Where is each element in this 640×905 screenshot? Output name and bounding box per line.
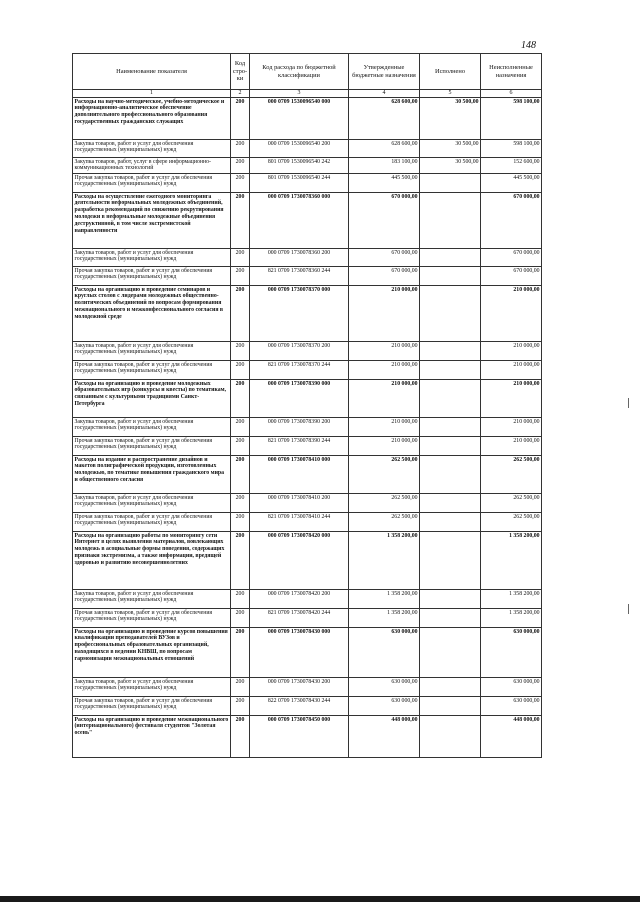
table-row xyxy=(73,174,542,193)
row-approved: 210 000,00 xyxy=(349,437,420,456)
row-executed xyxy=(420,361,481,380)
row-line-code: 200 xyxy=(231,286,250,342)
row-remaining: 152 600,00 xyxy=(481,158,542,174)
table-row xyxy=(73,697,542,716)
row-executed xyxy=(420,418,481,437)
row-approved: 670 000,00 xyxy=(349,193,420,249)
row-name: Прочая закупка товаров, работ и услуг для обеспечения государственных (муниципальных) нужд xyxy=(73,437,231,456)
margin-mark xyxy=(628,398,629,408)
row-budget-code: 000 0709 1730078430 200 xyxy=(250,678,349,697)
row-remaining: 670 000,00 xyxy=(481,267,542,286)
row-approved: 670 000,00 xyxy=(349,249,420,267)
row-name: Прочая закупка товаров, работ и услуг для обеспечения государственных (муниципальных) нужд xyxy=(73,513,231,532)
row-line-code: 200 xyxy=(231,174,250,193)
row-name: Закупка товаров, работ, услуг в сфере информационно-коммуникационных технологий xyxy=(73,158,231,174)
table-header-row xyxy=(73,54,542,90)
row-name: Прочая закупка товаров, работ и услуг для обеспечения государственных (муниципальных) нужд xyxy=(73,697,231,716)
row-remaining: 210 000,00 xyxy=(481,437,542,456)
row-line-code: 200 xyxy=(231,158,250,174)
row-remaining: 670 000,00 xyxy=(481,193,542,249)
row-budget-code: 000 0709 1730078390 200 xyxy=(250,418,349,437)
row-budget-code: 000 0709 1730078420 000 xyxy=(250,532,349,590)
row-approved: 262 500,00 xyxy=(349,513,420,532)
row-line-code: 200 xyxy=(231,609,250,628)
row-name: Расходы на организацию и проведение молодежных образовательных игр (конкурсы и квесты) по тематикам, связанным с культурными традициями Санкт-Петербурга xyxy=(73,380,231,418)
row-remaining: 598 100,00 xyxy=(481,98,542,140)
row-budget-code: 000 0709 1730078430 000 xyxy=(250,628,349,678)
budget-execution-table xyxy=(72,53,542,758)
table-body xyxy=(73,98,542,758)
column-number: 2 xyxy=(231,90,250,98)
row-name: Прочая закупка товаров, работ и услуг для обеспечения государственных (муниципальных) нужд xyxy=(73,609,231,628)
row-budget-code: 000 0709 1730078390 000 xyxy=(250,380,349,418)
row-name: Закупка товаров, работ и услуг для обеспечения государственных (муниципальных) нужд xyxy=(73,140,231,158)
header-budget-code: Код расхода по бюджетной классификации xyxy=(250,54,349,90)
row-budget-code: 821 0709 1730078370 244 xyxy=(250,361,349,380)
table-row xyxy=(73,590,542,609)
header-approved: Утвержденные бюджетные назначения xyxy=(349,54,420,90)
row-line-code: 200 xyxy=(231,494,250,513)
row-remaining: 1 358 200,00 xyxy=(481,590,542,609)
row-approved: 1 358 200,00 xyxy=(349,532,420,590)
row-executed xyxy=(420,609,481,628)
row-budget-code: 000 0709 1730078370 000 xyxy=(250,286,349,342)
row-name: Расходы на организацию и проведение курсов повышения квалификации преподавателей ВУЗов и профессиональных образовательных организаций, находящихся в ведении КНВШ, по вопросам гармонизации межнациональных отношений xyxy=(73,628,231,678)
row-approved: 210 000,00 xyxy=(349,418,420,437)
row-budget-code: 801 0709 1530096540 244 xyxy=(250,174,349,193)
row-line-code: 200 xyxy=(231,342,250,361)
column-number: 6 xyxy=(481,90,542,98)
row-approved: 630 000,00 xyxy=(349,697,420,716)
row-executed xyxy=(420,267,481,286)
row-line-code: 200 xyxy=(231,361,250,380)
row-approved: 1 358 200,00 xyxy=(349,609,420,628)
row-budget-code: 000 0709 1730078410 200 xyxy=(250,494,349,513)
row-budget-code: 801 0709 1530096540 242 xyxy=(250,158,349,174)
row-executed xyxy=(420,513,481,532)
row-executed xyxy=(420,590,481,609)
table-row xyxy=(73,418,542,437)
row-name: Закупка товаров, работ и услуг для обеспечения государственных (муниципальных) нужд xyxy=(73,342,231,361)
row-budget-code: 000 0709 1530096540 200 xyxy=(250,140,349,158)
page-number: 148 xyxy=(521,40,536,51)
row-executed xyxy=(420,532,481,590)
row-approved: 183 100,00 xyxy=(349,158,420,174)
column-number: 4 xyxy=(349,90,420,98)
column-number: 5 xyxy=(420,90,481,98)
row-executed: 30 500,00 xyxy=(420,98,481,140)
row-executed xyxy=(420,193,481,249)
table-row xyxy=(73,267,542,286)
table-row xyxy=(73,342,542,361)
row-executed xyxy=(420,716,481,758)
row-budget-code: 821 0709 1730078390 244 xyxy=(250,437,349,456)
row-approved: 448 000,00 xyxy=(349,716,420,758)
row-executed xyxy=(420,456,481,494)
row-approved: 630 000,00 xyxy=(349,628,420,678)
row-remaining: 210 000,00 xyxy=(481,286,542,342)
row-executed xyxy=(420,494,481,513)
row-remaining: 630 000,00 xyxy=(481,697,542,716)
table-row xyxy=(73,249,542,267)
row-line-code: 200 xyxy=(231,98,250,140)
row-remaining: 262 500,00 xyxy=(481,513,542,532)
row-line-code: 200 xyxy=(231,193,250,249)
row-approved: 1 358 200,00 xyxy=(349,590,420,609)
row-executed xyxy=(420,174,481,193)
table-row xyxy=(73,158,542,174)
row-name: Расходы на организацию работы по мониторингу сети Интернет в целях выявления материалов, вовлекающих молодежь в асоциальные формы поведения, содержащих признаки экстремизма, а также информации, вредящей здоровью и развитию несовершеннолетних xyxy=(73,532,231,590)
row-approved: 445 500,00 xyxy=(349,174,420,193)
row-budget-code: 000 0709 1730078420 200 xyxy=(250,590,349,609)
row-name: Закупка товаров, работ и услуг для обеспечения государственных (муниципальных) нужд xyxy=(73,678,231,697)
row-approved: 628 600,00 xyxy=(349,98,420,140)
row-line-code: 200 xyxy=(231,697,250,716)
row-remaining: 630 000,00 xyxy=(481,628,542,678)
row-name: Расходы на организацию и проведение межнационального (интернационального) фестиваля студентов "Золотая осень" xyxy=(73,716,231,758)
row-remaining: 210 000,00 xyxy=(481,380,542,418)
row-remaining: 262 500,00 xyxy=(481,456,542,494)
row-remaining: 210 000,00 xyxy=(481,342,542,361)
row-name: Расходы на научно-методическое, учебно-методическое и информационно-аналитическое обеспечение дополнительного профессионального образования государственных гражданских служащих xyxy=(73,98,231,140)
row-budget-code: 000 0709 1730078410 000 xyxy=(250,456,349,494)
row-remaining: 448 000,00 xyxy=(481,716,542,758)
row-remaining: 670 000,00 xyxy=(481,249,542,267)
row-budget-code: 821 0709 1730078420 244 xyxy=(250,609,349,628)
margin-mark xyxy=(628,604,629,614)
row-approved: 210 000,00 xyxy=(349,380,420,418)
row-remaining: 445 500,00 xyxy=(481,174,542,193)
table-row xyxy=(73,286,542,342)
row-line-code: 200 xyxy=(231,456,250,494)
row-line-code: 200 xyxy=(231,678,250,697)
row-name: Закупка товаров, работ и услуг для обеспечения государственных (муниципальных) нужд xyxy=(73,494,231,513)
table-row xyxy=(73,532,542,590)
table-row xyxy=(73,716,542,758)
table-row xyxy=(73,678,542,697)
row-line-code: 200 xyxy=(231,628,250,678)
row-remaining: 630 000,00 xyxy=(481,678,542,697)
row-approved: 210 000,00 xyxy=(349,286,420,342)
row-approved: 630 000,00 xyxy=(349,678,420,697)
row-budget-code: 822 0709 1730078430 244 xyxy=(250,697,349,716)
row-approved: 670 000,00 xyxy=(349,267,420,286)
row-executed xyxy=(420,380,481,418)
row-budget-code: 000 0709 1730078450 000 xyxy=(250,716,349,758)
row-executed: 30 500,00 xyxy=(420,158,481,174)
row-remaining: 210 000,00 xyxy=(481,418,542,437)
row-name: Закупка товаров, работ и услуг для обеспечения государственных (муниципальных) нужд xyxy=(73,249,231,267)
row-budget-code: 000 0709 1730078370 200 xyxy=(250,342,349,361)
row-approved: 262 500,00 xyxy=(349,494,420,513)
row-budget-code: 821 0709 1730078410 244 xyxy=(250,513,349,532)
row-line-code: 200 xyxy=(231,513,250,532)
row-budget-code: 000 0709 1730078360 000 xyxy=(250,193,349,249)
table-row xyxy=(73,193,542,249)
row-approved: 628 600,00 xyxy=(349,140,420,158)
row-remaining: 262 500,00 xyxy=(481,494,542,513)
table-row xyxy=(73,494,542,513)
header-indicator-name: Наименование показателя xyxy=(73,54,231,90)
table-row xyxy=(73,140,542,158)
column-number: 3 xyxy=(250,90,349,98)
table-row xyxy=(73,437,542,456)
table-row xyxy=(73,513,542,532)
row-remaining: 598 100,00 xyxy=(481,140,542,158)
row-executed xyxy=(420,678,481,697)
table-row xyxy=(73,380,542,418)
row-line-code: 200 xyxy=(231,380,250,418)
row-executed xyxy=(420,437,481,456)
table-row xyxy=(73,456,542,494)
row-name: Закупка товаров, работ и услуг для обеспечения государственных (муниципальных) нужд xyxy=(73,418,231,437)
row-approved: 262 500,00 xyxy=(349,456,420,494)
row-executed xyxy=(420,628,481,678)
row-approved: 210 000,00 xyxy=(349,361,420,380)
row-name: Расходы на осуществление ежегодного мониторинга деятельности неформальных молодежных объединений, разработка рекомендаций по снижению рекрутирования молодежи в неформальные молодежные объединения деструктивной, в том числе экстремистской направленности xyxy=(73,193,231,249)
row-executed xyxy=(420,286,481,342)
row-name: Расходы на издание и распространение дизайнов и макетов полиграфической продукции, изготовленных молодежью, по тематике повышения гражданского мира и общественного согласия xyxy=(73,456,231,494)
row-line-code: 200 xyxy=(231,532,250,590)
row-approved: 210 000,00 xyxy=(349,342,420,361)
column-number-row xyxy=(73,90,542,98)
row-name: Прочая закупка товаров, работ и услуг для обеспечения государственных (муниципальных) нужд xyxy=(73,361,231,380)
header-line-code: Код стро-ки xyxy=(231,54,250,90)
column-number: 1 xyxy=(73,90,231,98)
row-line-code: 200 xyxy=(231,140,250,158)
row-executed xyxy=(420,697,481,716)
row-budget-code: 821 0709 1730078360 244 xyxy=(250,267,349,286)
row-budget-code: 000 0709 1730078360 200 xyxy=(250,249,349,267)
table-row xyxy=(73,98,542,140)
scan-bottom-edge xyxy=(0,896,640,902)
table-row xyxy=(73,628,542,678)
table-row xyxy=(73,609,542,628)
row-line-code: 200 xyxy=(231,249,250,267)
row-remaining: 210 000,00 xyxy=(481,361,542,380)
table-row xyxy=(73,361,542,380)
row-name: Прочая закупка товаров, работ и услуг для обеспечения государственных (муниципальных) нужд xyxy=(73,174,231,193)
row-executed: 30 500,00 xyxy=(420,140,481,158)
row-budget-code: 000 0709 1530096540 000 xyxy=(250,98,349,140)
row-name: Прочая закупка товаров, работ и услуг для обеспечения государственных (муниципальных) нужд xyxy=(73,267,231,286)
header-remaining: Неисполненные назначения xyxy=(481,54,542,90)
row-line-code: 200 xyxy=(231,437,250,456)
row-executed xyxy=(420,342,481,361)
row-line-code: 200 xyxy=(231,267,250,286)
row-line-code: 200 xyxy=(231,716,250,758)
row-name: Расходы на организацию и проведение семинаров и круглых столов с лидерами молодежных общественно-политических объединений по вопросам формирования межнационального и межконфессионального согласия в молодежной среде xyxy=(73,286,231,342)
row-remaining: 1 358 200,00 xyxy=(481,609,542,628)
row-executed xyxy=(420,249,481,267)
row-name: Закупка товаров, работ и услуг для обеспечения государственных (муниципальных) нужд xyxy=(73,590,231,609)
header-executed: Исполнено xyxy=(420,54,481,90)
row-line-code: 200 xyxy=(231,418,250,437)
row-remaining: 1 358 200,00 xyxy=(481,532,542,590)
row-line-code: 200 xyxy=(231,590,250,609)
